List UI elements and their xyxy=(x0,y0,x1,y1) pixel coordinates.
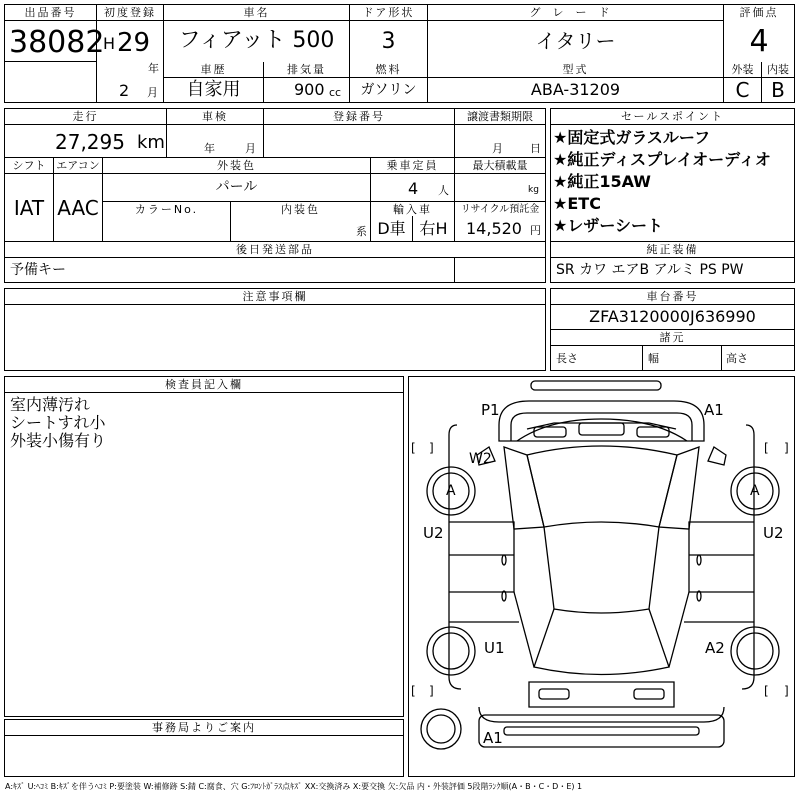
inspection-year-unit: 年 xyxy=(204,142,215,155)
sales-points-list xyxy=(553,127,793,237)
color: パール xyxy=(215,179,258,195)
office-label: 事務局よりご案内 xyxy=(5,720,403,735)
int-color-suffix: 系 xyxy=(356,225,367,238)
svg-text:]: ] xyxy=(784,684,789,698)
sales-point-item: ★固定式ガラスルーフ xyxy=(553,128,711,147)
mileage-label: 走行 xyxy=(5,109,166,124)
first-reg-month: 2 xyxy=(119,81,130,100)
fuel: ガソリン xyxy=(360,82,417,98)
svg-text:[: [ xyxy=(764,684,769,698)
sales-point-item: ★純正15AW xyxy=(553,172,651,191)
loading-unit: kg xyxy=(528,185,539,195)
width-label: 幅 xyxy=(648,352,659,365)
factory-equip-label: 純正装備 xyxy=(551,242,794,257)
steering: 右H xyxy=(419,219,448,238)
month-unit: 月 xyxy=(147,86,158,99)
height-label: 高さ xyxy=(726,352,748,365)
import-type: D車 xyxy=(377,219,406,238)
svg-text:[: [ xyxy=(411,684,416,698)
svg-text:]: ] xyxy=(429,441,434,455)
inspector-label: 検査員記入欄 xyxy=(5,377,403,392)
color-label: 外装色 xyxy=(103,158,370,173)
exterior-label: 外装 xyxy=(724,62,761,77)
shift-label: シフト xyxy=(5,158,53,173)
svg-text:]: ] xyxy=(429,684,434,698)
grade: イタリー xyxy=(535,29,616,53)
history: 自家用 xyxy=(186,79,241,100)
chassis-label: 車台番号 xyxy=(551,289,794,304)
transfer-month-unit: 月 xyxy=(492,142,503,155)
recycle-fee: 14,520 xyxy=(466,219,522,238)
mark-a-left: A xyxy=(446,483,456,499)
score-label: 評価点 xyxy=(724,5,794,20)
sales-points-label: セールスポイント xyxy=(551,109,794,124)
inspector-note: 外装小傷有り xyxy=(10,431,107,450)
length-label: 長さ xyxy=(556,352,578,365)
mark-u2-right: U2 xyxy=(763,524,784,542)
car-outline xyxy=(409,377,794,776)
recycle-unit: 円 xyxy=(530,224,541,237)
mark-a2: A2 xyxy=(705,639,725,657)
inspector-notes xyxy=(10,396,106,450)
model-code-label: 型式 xyxy=(428,62,723,77)
notes-label: 注意事項欄 xyxy=(5,289,545,304)
import-label: 輸入車 xyxy=(371,202,454,217)
svg-text:]: ] xyxy=(784,441,789,455)
car-name: フィアット 500 xyxy=(178,28,335,53)
color-no-label: カラーNo. xyxy=(103,202,230,217)
grade-label: グレード xyxy=(428,5,723,20)
displacement: 900 xyxy=(294,80,325,99)
mileage: 27,295 xyxy=(55,130,125,154)
sales-point-item: ★純正ディスプレイオーディオ xyxy=(553,150,771,169)
year-unit: 年 xyxy=(148,62,159,75)
doors: 3 xyxy=(381,29,396,54)
recycle-label: リサイクル預託金 xyxy=(455,202,545,217)
svg-text:[: [ xyxy=(411,441,416,455)
transfer-label: 譲渡書類期限 xyxy=(455,109,545,124)
ac-label: エアコン xyxy=(54,158,102,173)
chassis-number: ZFA3120000J636990 xyxy=(589,307,756,326)
damage-diagram xyxy=(408,376,795,777)
car-name-label: 車名 xyxy=(164,5,349,20)
lot-no-label: 出品番号 xyxy=(5,5,96,20)
capacity-label: 乗車定員 xyxy=(371,158,454,173)
inspection-month-unit: 月 xyxy=(245,142,256,155)
mark-a1-top: A1 xyxy=(704,401,724,419)
later-parts-label: 後日発送部品 xyxy=(5,242,545,257)
mark-a-right: A xyxy=(750,483,760,499)
loading-label: 最大積載量 xyxy=(455,158,545,173)
inspection-label: 車検 xyxy=(167,109,263,124)
displacement-label: 排気量 xyxy=(264,62,349,77)
plate-label: 登録番号 xyxy=(264,109,454,124)
svg-text:[: [ xyxy=(764,441,769,455)
model-code: ABA-31209 xyxy=(530,80,621,99)
fuel-label: 燃料 xyxy=(350,62,427,77)
door-label: ドア形状 xyxy=(350,5,427,20)
history-label: 車歴 xyxy=(164,62,263,77)
exterior-grade: C xyxy=(735,78,750,102)
ac: AAC xyxy=(57,196,99,220)
lot-number: 38082 xyxy=(9,25,105,60)
legend: A:ｷｽﾞ U:ﾍｺﾐ B:ｷｽﾞを伴うﾍｺﾐ P:要塗装 W:補修跡 S:錆 C:腐食、穴 G:ﾌﾛﾝﾄｶﾞﾗｽ点ｷｽﾞ XX:交換済み X:要交換 欠:欠品 内・外装評価 5段階ﾗﾝｸ順(A・B・C・D・E) 1 xyxy=(5,782,583,791)
mark-a1-bottom: A1 xyxy=(483,729,503,747)
int-color-label: 内装色 xyxy=(231,202,370,217)
mark-p1: P1 xyxy=(481,401,500,419)
mileage-unit: km xyxy=(137,132,165,153)
first-reg-year: 29 xyxy=(117,28,151,58)
score: 4 xyxy=(749,24,769,59)
shift: IAT xyxy=(13,196,45,220)
factory-equip: SR カワ エアB アルミ PS PW xyxy=(556,262,744,278)
transfer-day-unit: 日 xyxy=(530,142,541,155)
interior-label: 内装 xyxy=(762,62,794,77)
era: H xyxy=(103,34,116,53)
dims-label: 諸元 xyxy=(551,330,794,345)
first-reg-label: 初度登録 xyxy=(97,5,163,20)
sales-point-item: ★レザーシート xyxy=(553,216,664,235)
capacity: 4 xyxy=(408,179,419,198)
interior-grade: B xyxy=(771,78,785,102)
mark-w2: W2 xyxy=(469,451,492,467)
mark-u1: U1 xyxy=(484,639,505,657)
inspector-note: シートすれ小 xyxy=(10,413,106,432)
mark-u2-left: U2 xyxy=(423,524,444,542)
later-parts: 予備キー xyxy=(10,262,66,278)
inspector-note: 室内薄汚れ xyxy=(10,395,91,414)
sales-point-item: ★ETC xyxy=(553,194,601,213)
displacement-unit: cc xyxy=(329,86,342,99)
capacity-unit: 人 xyxy=(438,184,449,197)
